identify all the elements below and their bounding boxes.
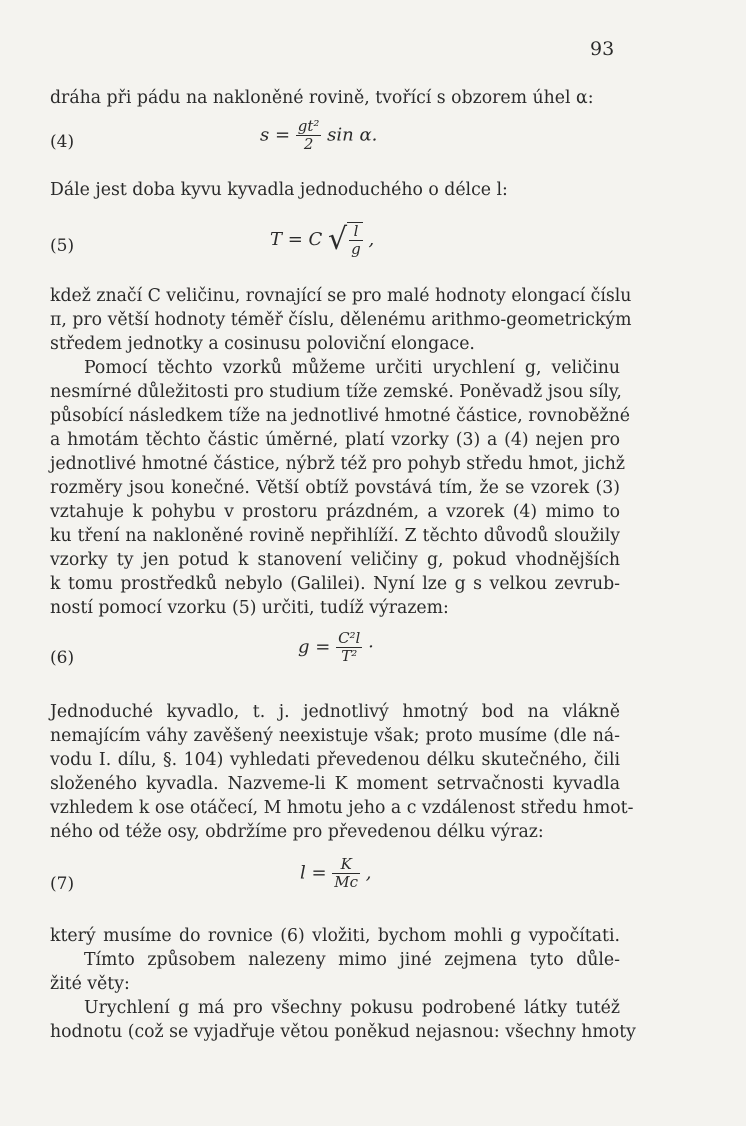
numerator: C²l (338, 629, 361, 647)
page-number: 93 (590, 38, 615, 60)
equation-lhs: g = (298, 636, 331, 658)
denominator: g (351, 240, 361, 258)
text-line: ností pomocí vzorku (5) určiti, tudíž výrazem: (50, 598, 449, 618)
text-line: Jednoduché kyvadlo, t. j. jednotlivý hmotný bod na vlákně (50, 702, 620, 722)
text-line: vzorky ty jen potud k stanovení veličiny g, pokud vhodnějších (50, 550, 620, 570)
text-line: kdež značí C veličinu, rovnající se pro malé hodnoty elongací číslu (50, 286, 632, 306)
equation-rhs: , (368, 229, 375, 250)
text-line: ného od téže osy, obdržíme pro převedenou délku výraz: (50, 822, 544, 842)
denominator: Mc (334, 873, 359, 891)
text-line: Pomocí těchto vzorků můžeme určiti urychlení g, veličinu (84, 358, 620, 378)
text-line: středem jednotky a cosinusu poloviční elongace. (50, 334, 475, 354)
equation-rhs: , (365, 862, 372, 884)
text-line: Urychlení g má pro všechny pokusu podrobené látky tutéž (84, 998, 620, 1018)
equation-number: (7) (50, 874, 75, 894)
text-line: nesmírné důležitosti pro studium tíže zemské. Poněvadž jsou síly, (50, 382, 622, 402)
text-line: působící následkem tíže na jednotlivé hmotné částice, rovnoběžné (50, 406, 630, 426)
text-line: ku tření na nakloněné rovině nepřihlíží. Z těchto důvodů sloužily (50, 526, 620, 546)
equation-rhs: sin α. (327, 124, 378, 146)
numerator: l (353, 222, 359, 240)
fraction (349, 223, 363, 258)
text-line: nemajícím váhy zavěšený neexistuje však; proto musíme (dle ná- (50, 726, 620, 746)
fraction (296, 118, 322, 153)
text-line: Tímto způsobem nalezeny mimo jiné zejmena tyto důle- (84, 950, 620, 970)
equation-4 (50, 118, 690, 178)
sqrt-content (347, 222, 363, 258)
text-line: který musíme do rovnice (6) vložiti, bychom mohli g vypočítati. (50, 926, 620, 946)
sqrt-sign: √ (328, 222, 348, 257)
denominator: 2 (303, 135, 314, 153)
text-line: složeného kyvadla. Nazveme-li K moment setrvačnosti kyvadla (50, 774, 620, 794)
text-line: dráha při pádu na nakloněné rovině, tvořící s obzorem úhel α: (50, 88, 594, 108)
equation-formula (298, 630, 374, 665)
text-line: rozměry jsou konečné. Větší obtíž povstává tím, že se vzorek (3) (50, 478, 620, 498)
equation-formula (270, 222, 374, 258)
equation-number: (4) (50, 132, 75, 152)
text-line: k tomu prostředků nebylo (Galilei). Nyní lze g s velkou zevrub- (50, 574, 620, 594)
fraction (336, 630, 362, 665)
equation-lhs: T = C (270, 229, 323, 250)
denominator: T² (341, 647, 358, 665)
fraction (332, 856, 360, 891)
equation-number: (5) (50, 236, 75, 256)
equation-7 (50, 856, 690, 916)
text-line: hodnotu (což se vyjadřuje větou poněkud nejasnou: všechny hmoty (50, 1022, 636, 1042)
equation-formula (300, 856, 372, 891)
equation-number: (6) (50, 648, 75, 668)
text-line: jednotlivé hmotné částice, nýbrž též pro pohyb středu hmot, jichž (50, 454, 625, 474)
text-line: a hmotám těchto částic úměrné, platí vzorky (3) a (4) nejen pro (50, 430, 620, 450)
equation-5 (50, 222, 690, 282)
equation-6 (50, 630, 690, 690)
numerator: K (340, 855, 352, 873)
equation-formula (260, 118, 377, 153)
text-line: vztahuje k pohybu v prostoru prázdném, a vzorek (4) mimo to (50, 502, 620, 522)
text-line: žité věty: (50, 974, 130, 994)
equation-lhs: l = (300, 862, 327, 884)
text-line: vzhledem k ose otáčecí, M hmotu jeho a c vzdálenost středu hmot- (50, 798, 634, 818)
numerator: gt² (297, 117, 320, 135)
text-line: vodu I. dílu, §. 104) vyhledati převedenou délku skutečného, čili (50, 750, 620, 770)
equation-rhs: · (368, 636, 374, 658)
equation-lhs: s = (260, 124, 291, 146)
text-line: π, pro větší hodnoty téměř číslu, dělenému arithmo-geometrickým (50, 310, 632, 330)
text-line: Dále jest doba kyvu kyvadla jednoduchého o délce l: (50, 180, 508, 200)
